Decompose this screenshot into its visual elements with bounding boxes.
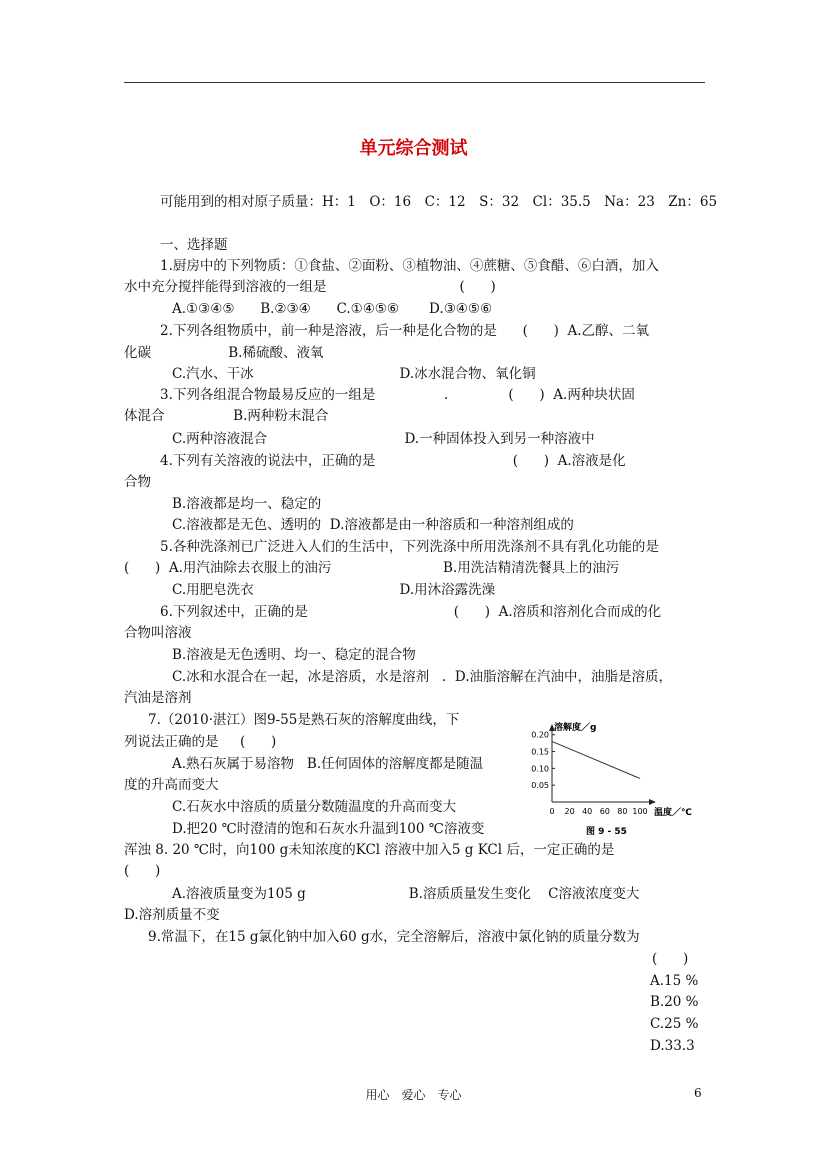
footer-motto: 用心 爱心 专心 <box>365 1088 462 1102</box>
x-tick-label: 20 <box>564 807 575 816</box>
option-line: A.熟石灰属于易溶物 B.任何固体的溶解度都是随温 <box>172 756 484 772</box>
question-line: 水中充分搅拌能得到溶液的一组是 ( ) <box>124 279 496 295</box>
solubility-curve <box>552 741 640 778</box>
option-line: A.①③④⑤ B.②③④ C.①④⑤⑥ D.③④⑤⑥ <box>172 301 493 317</box>
question-line: 体混合 B.两种粉末混合 <box>124 408 329 424</box>
option-line: C.汽水、干冰 D.冰水混合物、氧化铜 <box>172 366 536 382</box>
y-tick-label: 0.05 <box>531 781 549 791</box>
question-line: 合物叫溶液 <box>124 625 192 641</box>
x-tick-label: 60 <box>599 807 610 816</box>
answer-bracket: ( ) <box>652 951 689 967</box>
option-line: B.20 % <box>650 994 699 1010</box>
question-line: 5.各种洗涤剂已广泛进入人们的生活中，下列洗涤中所用洗涤剂不具有乳化功能的是 <box>160 539 659 555</box>
question-line: 2.下列各组物质中，前一种是溶液，后一种是化合物的是 ( ) A.乙醇、二氧 <box>160 323 650 339</box>
question-line: 7.（2010·湛江）图9-55是熟石灰的溶解度曲线，下 <box>148 712 460 728</box>
option-line: B.溶液都是均一、稳定的 <box>172 496 322 512</box>
question-line: 9.常温下，在15 g氯化钠中加入60 g水，完全溶解后，溶液中氯化钠的质量分数为 <box>148 929 640 945</box>
page-title: 单元综合测试 <box>359 138 468 159</box>
x-tick-label: 0 <box>549 807 555 816</box>
x-tick-label: 40 <box>582 807 593 816</box>
x-axis-arrow <box>649 799 656 805</box>
question-line: 列说法正确的是 ( ) <box>124 734 277 750</box>
y-axis-label: 溶解度／g <box>554 723 597 733</box>
question-line: 浑浊 8. 20 ℃时，向100 g未知浓度的KCl 溶液中加入5 g KCl 后，一定正确的是 <box>124 842 615 858</box>
y-tick-label: 0.20 <box>531 730 549 740</box>
solubility-chart <box>510 712 710 840</box>
option-line: C.25 % <box>650 1016 699 1032</box>
question-line: ( ) <box>124 863 161 879</box>
option-line: D.溶剂质量不变 <box>124 907 220 923</box>
option-line: B.溶液是无色透明、均一、稳定的混合物 <box>172 647 416 663</box>
x-tick-label: 80 <box>617 807 628 816</box>
question-line: 化碳 B.稀硫酸、液氧 <box>124 345 324 361</box>
option-line: C.用肥皂洗衣 D.用沐浴露洗澡 <box>172 582 496 598</box>
question-line: 合物 <box>124 474 151 490</box>
y-tick-label: 0.15 <box>531 747 549 757</box>
option-line: C.两种溶液混合 D.一种固体投入到另一种溶液中 <box>172 431 595 447</box>
section-heading: 一、选择题 <box>160 237 228 253</box>
question-line: 3.下列各组混合物最易反应的一组是 . ( ) A.两种块状固 <box>160 387 635 403</box>
question-line: 1.厨房中的下列物质：①食盐、②面粉、③植物油、④蔗糖、⑤食醋、⑥白酒，加入 <box>160 258 659 274</box>
header-rule <box>124 82 705 83</box>
option-line: C.石灰水中溶质的质量分数随温度的升高而变大 <box>172 799 457 815</box>
question-line: 汽油是溶剂 <box>124 690 192 706</box>
option-line: C.溶液都是无色、透明的 D.溶液都是由一种溶质和一种溶剂组成的 <box>172 517 574 533</box>
atomic-masses-line: 可能用到的相对原子质量：H：1 O：16 C：12 S：32 Cl：35.5 Na：23 Zn：65 <box>160 194 718 210</box>
question-line: 4.下列有关溶液的说法中，正确的是 ( ) A.溶液是化 <box>160 453 626 469</box>
figure-caption: 图 9 - 55 <box>586 827 627 837</box>
option-line: D.把20 ℃时澄清的饱和石灰水升温到100 ℃溶液变 <box>172 821 485 837</box>
option-line: A.15 % <box>650 973 699 989</box>
page-number: 6 <box>694 1086 702 1100</box>
option-line: D.33.3 <box>650 1038 695 1054</box>
option-line: A.溶液质量变为105 g B.溶质质量发生变化 C溶液浓度变大 <box>172 886 640 902</box>
option-line: 度的升高而变大 <box>124 777 219 793</box>
question-line: 6.下列叙述中，正确的是 ( ) A.溶质和溶剂化合而成的化 <box>160 604 662 620</box>
y-tick-label: 0.10 <box>531 764 549 774</box>
x-tick-label: 100 <box>632 807 648 816</box>
option-line: C.冰和水混合在一起，冰是溶质，水是溶剂 . D.油脂溶解在汽油中，油脂是溶质， <box>172 669 673 685</box>
x-axis-label: 温度／℃ <box>654 808 692 818</box>
question-line: ( ) A.用汽油除去衣服上的油污 B.用洗洁精清洗餐具上的油污 <box>124 560 620 576</box>
